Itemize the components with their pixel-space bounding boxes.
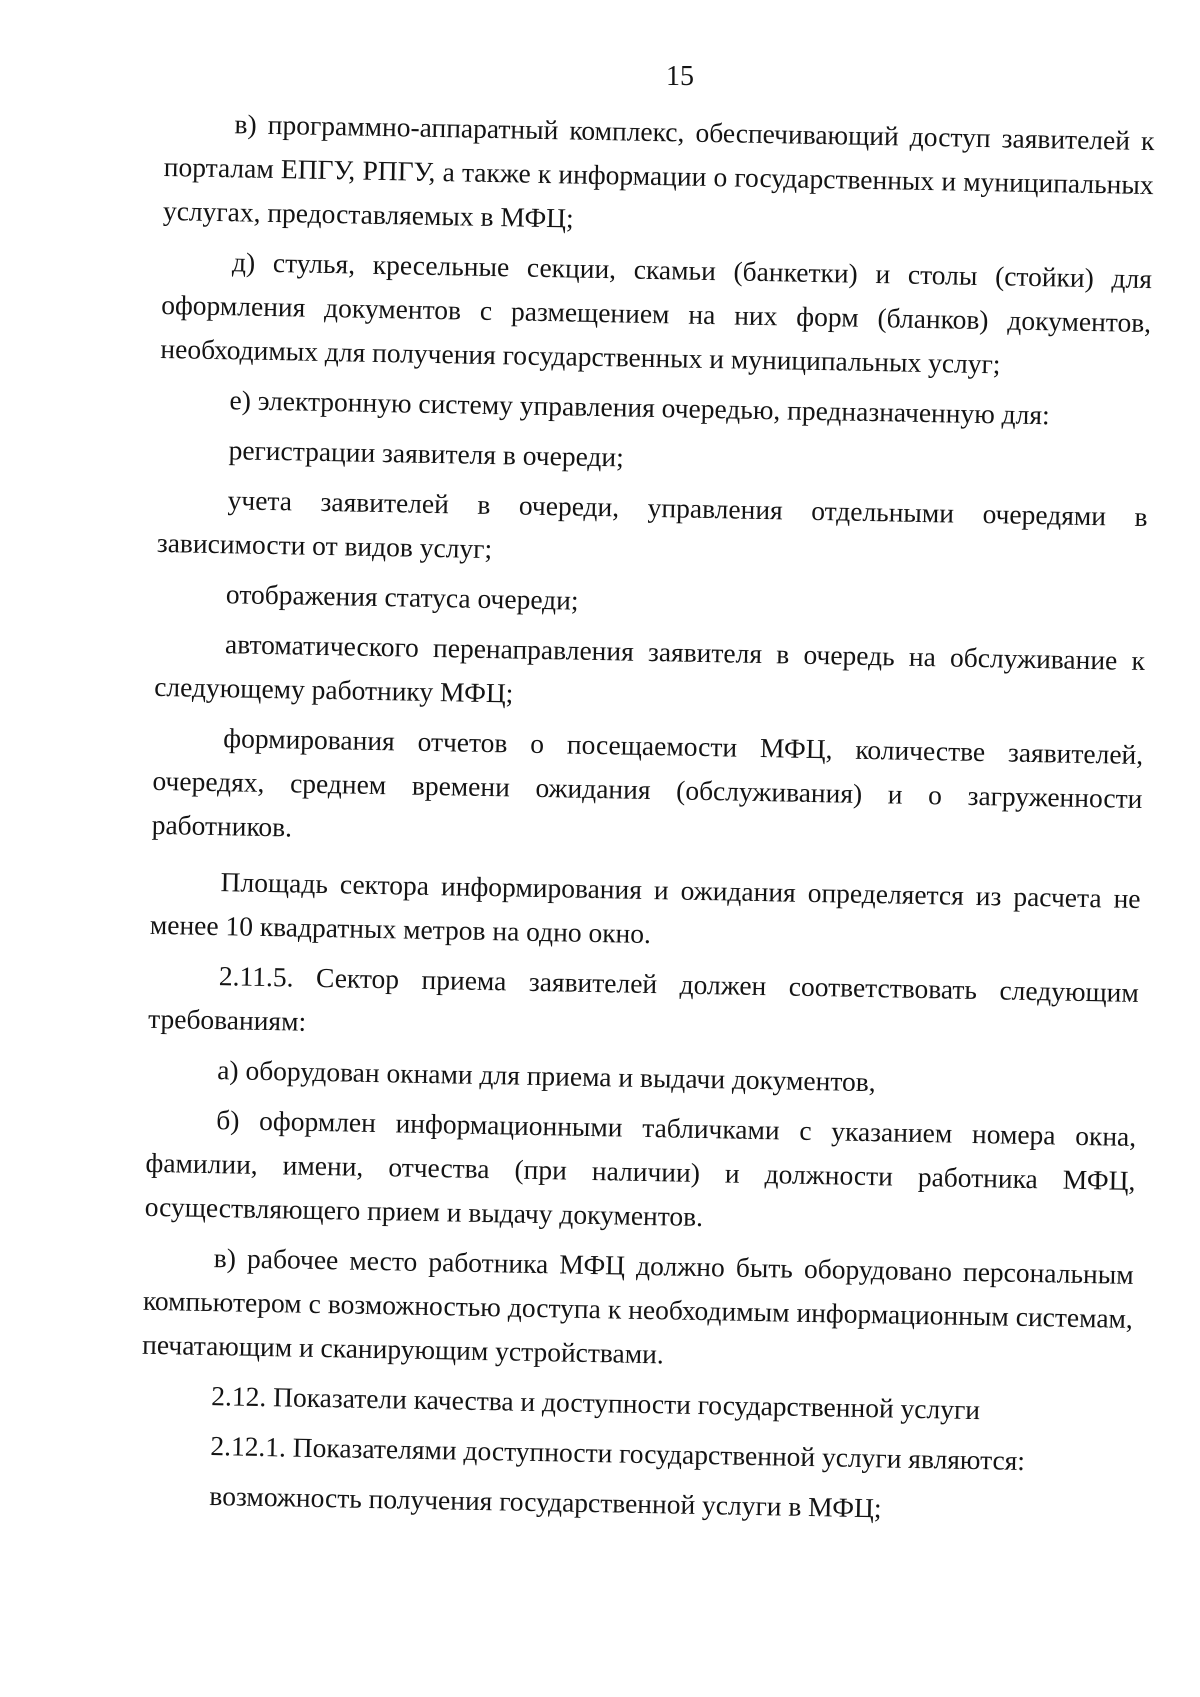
paragraph-accounting: учета заявителей в очереди, управления отдельными очередями в зависимости от видов услуг; [156, 484, 1148, 565]
paragraph-item-v-hardware-complex: в) программно-аппаратный комплекс, обеспечивающий доступ заявителей к порталам ЕПГУ, РПГУ, а также к информации о государственных и муниципальных услугах, предоставляемых в МФЦ; [162, 108, 1155, 234]
paragraph-item-e-queue-system: е) электронную систему управления очередью, предназначенную для: [229, 384, 1050, 431]
paragraph-reports: формирования отчетов о посещаемости МФЦ, количестве заявителей, очередях, среднем времени ожидания (обслуживания) и о загруженности работников. [151, 722, 1144, 843]
page-number: 15 [666, 61, 694, 92]
paragraph-item-a-windows: а) оборудован окнами для приема и выдачи документов, [216, 1054, 876, 1098]
paragraph-registration: регистрации заявителя в очереди; [228, 434, 625, 473]
paragraph-section-2-12-1: 2.12.1. Показателями доступности государственной услуги являются: [210, 1430, 1026, 1476]
paragraph-area: Площадь сектора информирования и ожидания определяется из расчета не менее 10 квадратных метров на одно окно. [149, 866, 1141, 950]
paragraph-item-d-furniture: д) стулья, кресельные секции, скамьи (банкетки) и столы (стойки) для оформления документов с размещением на них форм (бланков) документов, необходимых для получения государственных и муниципальных услуг; [160, 246, 1153, 380]
paragraph-status-display: отображения статуса очереди; [225, 578, 579, 616]
paragraph-redirection: автоматического перенаправления заявителя в очередь на обслуживание к следующему работнику МФЦ; [153, 628, 1146, 709]
paragraph-item-b-signs: б) оформлен информационными табличками с указанием номера окна, фамилии, имени, отчества (при наличии) и должности работника МФЦ, осуществляющего прием и выдачу документов. [144, 1104, 1137, 1233]
paragraph-availability-mfc: возможность получения государственной услуги в МФЦ; [209, 1480, 882, 1524]
paragraph-section-2-11-5: 2.11.5. Сектор приема заявителей должен соответствовать следующим требованиям: [147, 960, 1140, 1037]
document-body [139, 101, 1155, 1535]
paragraph-item-v-workplace: в) рабочее место работника МФЦ должно быть оборудовано персональным компьютером с возможностью доступа к необходимым информационным системам, печатающим и сканирующим устройствами. [141, 1242, 1134, 1370]
paragraph-section-2-12: 2.12. Показатели качества и доступности государственной услуги [211, 1380, 981, 1426]
